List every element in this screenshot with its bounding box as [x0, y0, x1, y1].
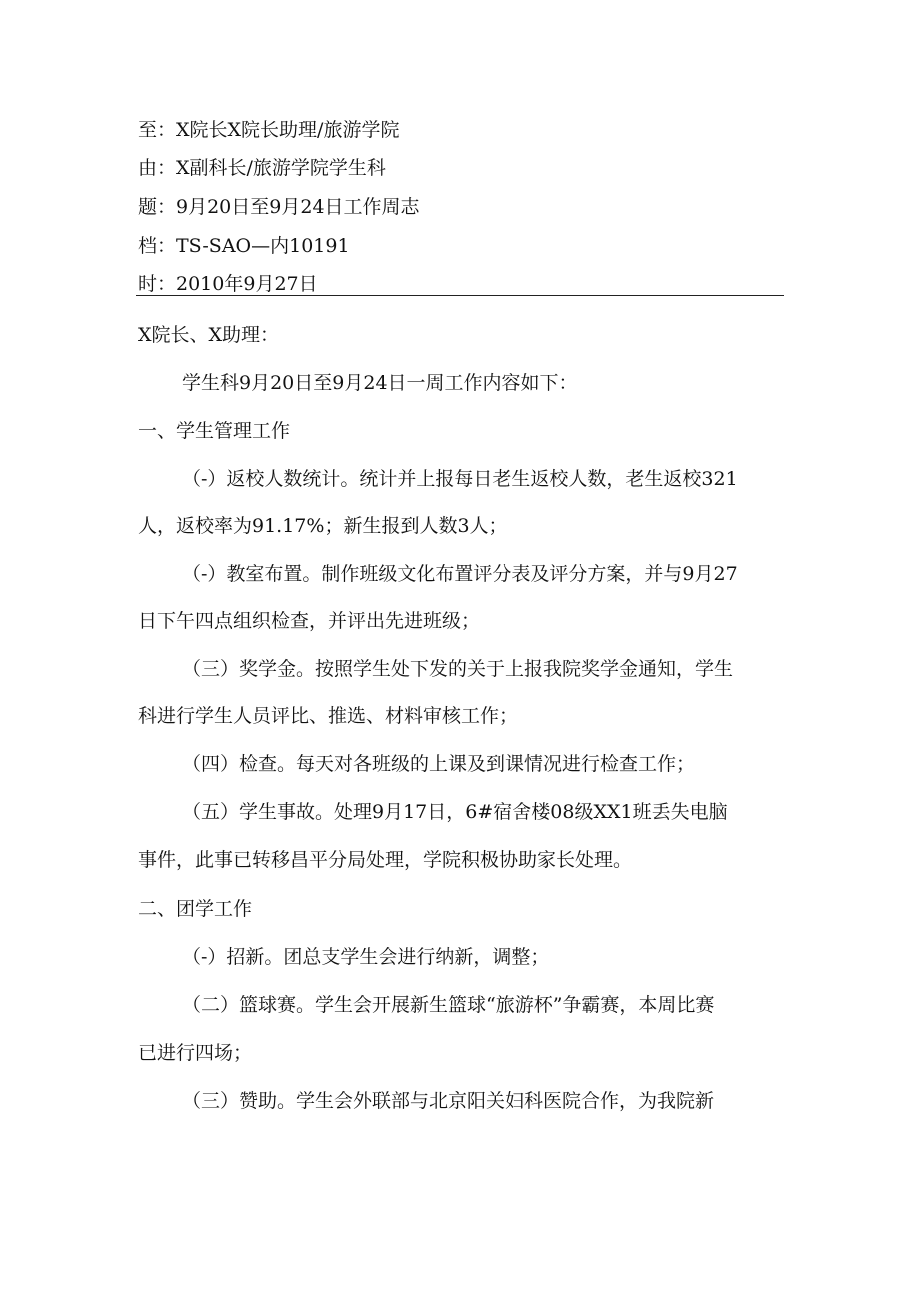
section2-item1-line1: （-）招新。团总支学生会进行纳新，调整； — [182, 946, 550, 968]
salutation: X院长、X助理： — [138, 324, 280, 346]
section1-item5-line1: （五）学生事故。处理9月17日，6#宿舍楼08级XX1班丢失电脑 — [182, 801, 728, 823]
memo-file-number: 档：TS-SAO—内10191 — [138, 235, 350, 257]
section1-item3-line1: （三）奖学金。按照学生处下发的关于上报我院奖学金通知，学生 — [182, 658, 734, 680]
intro-paragraph: 学生科9月20日至9月24日一周工作内容如下： — [182, 372, 578, 394]
section1-item1-line1: （-）返校人数统计。统计并上报每日老生返校人数，老生返校321 — [182, 468, 738, 490]
section1-item5-line2: 事件，此事已转移昌平分局处理，学院积极协助家长处理。 — [138, 849, 633, 871]
memo-subject: 题：9月20日至9月24日工作周志 — [138, 196, 420, 218]
section2-item2-line1: （二）篮球赛。学生会开展新生篮球“旅游杯”争霸赛，本周比赛 — [182, 994, 715, 1016]
header-divider — [136, 295, 784, 296]
section2-item2-line2: 已进行四场； — [138, 1042, 253, 1064]
section1-heading: 一、学生管理工作 — [138, 420, 291, 442]
section1-item3-line2: 科进行学生人员评比、推选、材料审核工作； — [138, 705, 519, 727]
memo-date: 时：2010年9月27日 — [138, 273, 318, 295]
memo-to: 至：X院长X院长助理/旅游学院 — [138, 119, 400, 141]
section1-item2-line2: 日下午四点组织检查，并评出先进班级； — [138, 610, 481, 632]
memo-from: 由：X副科长/旅游学院学生科 — [138, 157, 386, 179]
section2-heading: 二、团学工作 — [138, 898, 253, 920]
section1-item2-line1: （-）教室布置。制作班级文化布置评分表及评分方案，并与9月27 — [182, 563, 738, 585]
section1-item1-line2: 人，返校率为91.17%；新生报到人数3人； — [138, 515, 508, 537]
section1-item4-line1: （四）检查。每天对各班级的上课及到课情况进行检查工作； — [182, 753, 696, 775]
section2-item3-line1: （三）赞助。学生会外联部与北京阳关妇科医院合作，为我院新 — [182, 1090, 715, 1112]
